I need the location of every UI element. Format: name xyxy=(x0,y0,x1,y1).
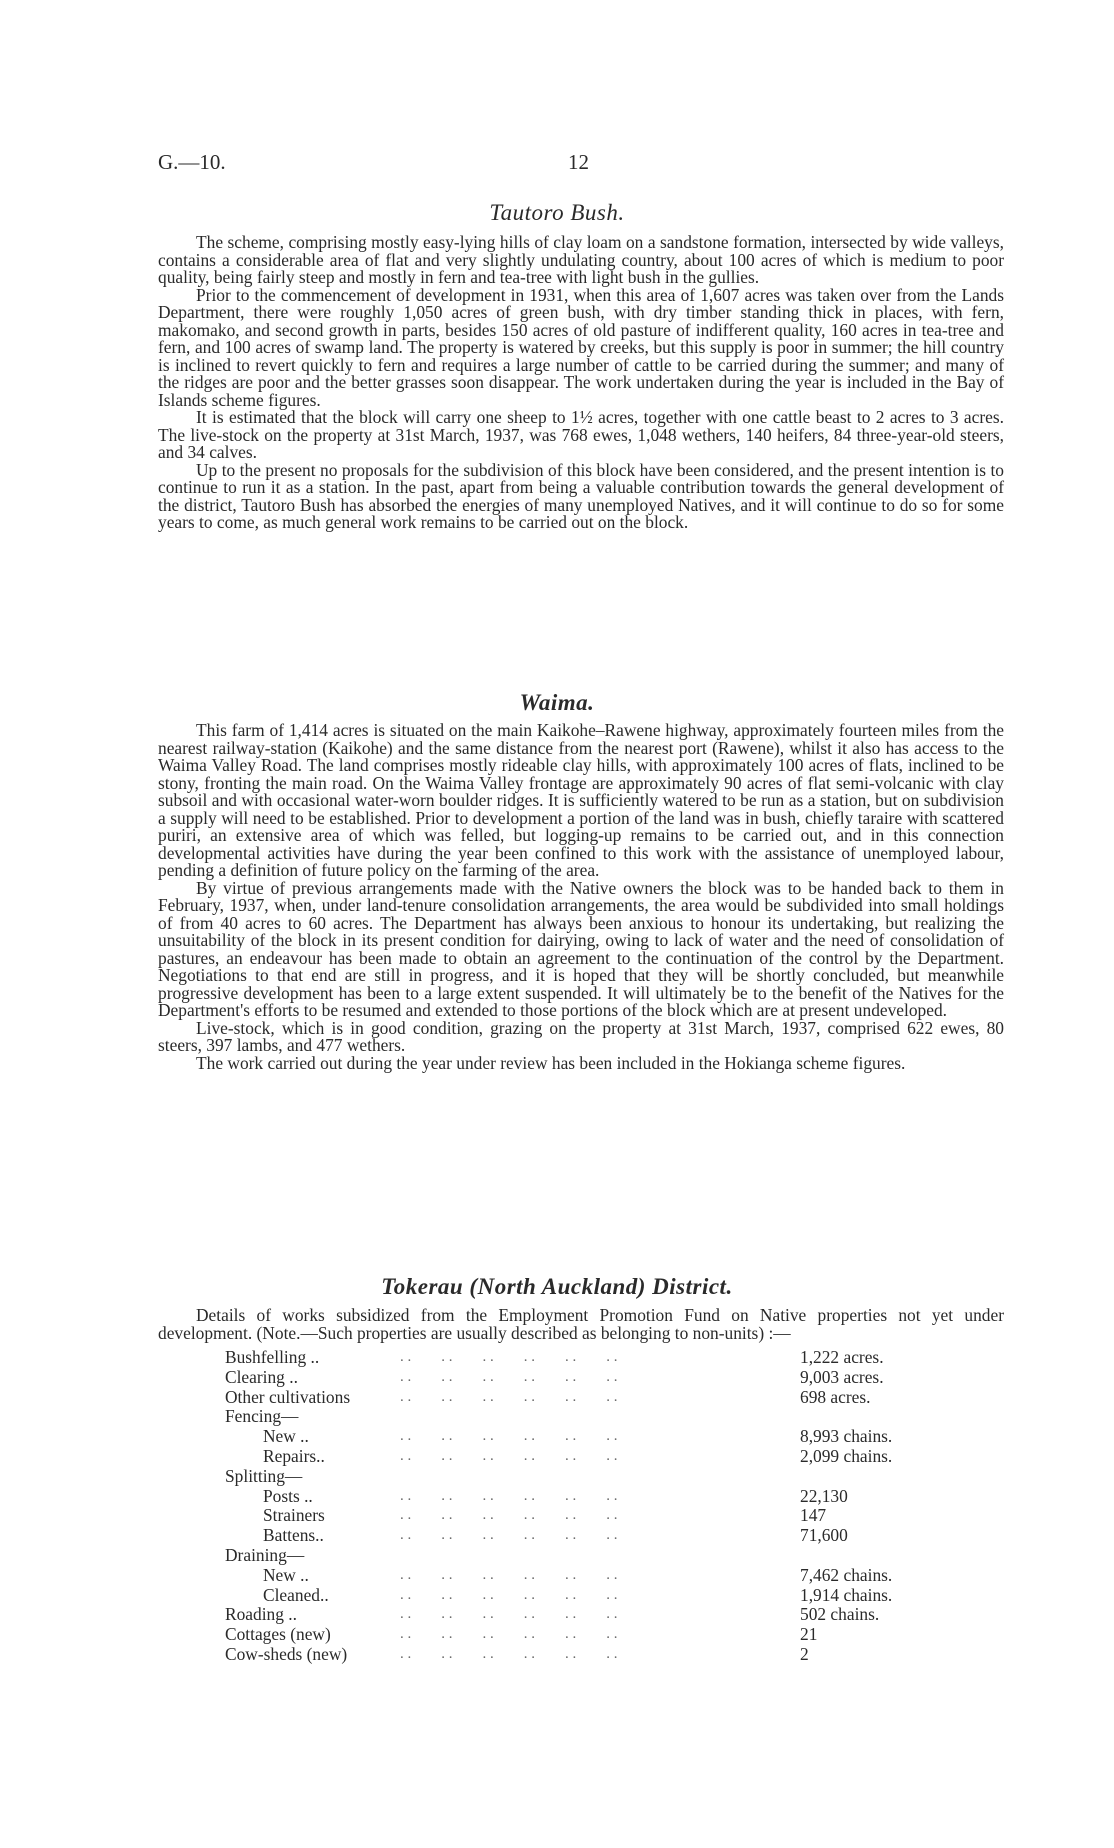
works-label: Repairs.. xyxy=(263,1445,325,1466)
works-label: Other cultivations xyxy=(225,1386,351,1407)
works-value: 502 chains. xyxy=(800,1604,880,1625)
page-number: 12 xyxy=(568,150,589,174)
section-title-tautoro: Tautoro Bush. xyxy=(489,200,625,225)
section-body-waima xyxy=(158,722,1004,1072)
works-row xyxy=(225,1605,925,1625)
works-label: New .. xyxy=(263,1564,309,1585)
works-value: 2 xyxy=(800,1643,809,1664)
leader-dots: . . . . . . . . . . . . xyxy=(400,1428,618,1445)
works-label: Roading .. xyxy=(225,1604,297,1625)
paragraph: The scheme, comprising mostly easy-lying hills of clay loam on a sandstone formation, intersected by wide valleys, contains a considerable area of flat and very slightly undulating country, about 100 acres of which is medium to poor quality, being fairly steep and mostly in fern and tea-tree with light bush in the gullies. xyxy=(158,232,1004,287)
works-label: Bushfelling .. xyxy=(225,1347,320,1367)
works-row xyxy=(225,1427,925,1447)
works-row xyxy=(225,1487,925,1507)
works-label: Draining— xyxy=(225,1544,305,1565)
leader-dots: . . . . . . . . . . . . xyxy=(400,1527,618,1544)
works-value: 7,462 chains. xyxy=(800,1564,893,1585)
works-value: 22,130 xyxy=(800,1485,848,1506)
works-value: 698 acres. xyxy=(800,1386,871,1407)
page-header xyxy=(158,150,998,180)
works-value: 2,099 chains. xyxy=(800,1445,893,1466)
paragraph: Live-stock, which is in good condition, grazing on the property at 31st March, 1937, comprised 622 ewes, 80 steers, 397 lambs, and 477 wethers. xyxy=(158,1017,1004,1055)
paragraph: Details of works subsidized from the Employment Promotion Fund on Native properties not yet under development. (Note.—Such properties are usually described as belonging to non-units) :— xyxy=(158,1305,1004,1343)
works-row xyxy=(225,1566,925,1586)
works-value: 147 xyxy=(800,1505,827,1526)
paragraph: By virtue of previous arrangements made with the Native owners the block was to be handed back to them in February, 1937, when, under land-tenure consolidation arrangements, the area would be subdivided into small holdings of from 40 acres to 60 acres. The Department has always been anxious to honour its undertaking, but realizing the unsuitability of the block in its present condition for dairying, owing to lack of water and the need of consolidation of pastures, an endeavour has been made to obtain an agreement to the continuation of the control by the Department. Negotiations to that end are still in progress, and it is hoped that they will be shortly concluded, but meanwhile progressive development has been to a large extent suspended. It will ultimately be to the benefit of the Natives for the Department's efforts to be resumed and extended to those portions of the block which are at present undeveloped. xyxy=(158,877,1004,1020)
works-row xyxy=(225,1625,925,1645)
works-row xyxy=(225,1467,925,1487)
leader-dots: . . . . . . . . . . . . xyxy=(400,1368,618,1385)
works-row xyxy=(225,1546,925,1566)
works-row xyxy=(225,1348,925,1368)
works-label: New .. xyxy=(263,1426,309,1447)
paragraph: Prior to the commencement of development in 1931, when this area of 1,607 acres was taken over from the Lands Department, there were roughly 1,050 acres of green bush, with dry timber standing thick in places, with fern, makomako, and second growth in parts, besides 150 acres of old pasture of indifferent quality, 160 acres in tea-tree and fern, and 100 acres of swamp land. The property is watered by creeks, but this supply is poor in summer; the hill country is inclined to revert quickly to fern and requires a large number of cattle to be carried during the summer; and many of the ridges are poor and the better grasses soon disappear. The work undertaken during the year is included in the Bay of Islands scheme figures. xyxy=(158,284,1004,410)
section-intro-tokerau xyxy=(158,1307,1004,1342)
works-table xyxy=(225,1348,925,1665)
section-body-tautoro xyxy=(158,234,1004,532)
works-label: Splitting— xyxy=(225,1465,303,1486)
works-row xyxy=(225,1368,925,1388)
works-row xyxy=(225,1586,925,1606)
works-label: Cleaned.. xyxy=(263,1584,329,1605)
leader-dots: . . . . . . . . . . . . xyxy=(400,1606,618,1623)
leader-dots: . . . . . . . . . . . . xyxy=(400,1586,618,1603)
paragraph: This farm of 1,414 acres is situated on the main Kaikohe–Rawene highway, approximately fourteen miles from the nearest railway-station (Kaikohe) and the same distance from the nearest port (Rawene), whilst it also has access to the Waima Valley Road. The land comprises mostly rideable clay hills, with approximately 100 acres of flats, inclined to be stony, fronting the main road. On the Waima Valley frontage are approximately 90 acres of flat semi-volcanic with clay subsoil and with occasional water-worn boulder ridges. It is sufficiently watered to be run as a station, but on subdivision a supply will need to be established. Prior to development a portion of the land was in bush, chiefly taraire with scattered puriri, an extensive area of which was felled, but logging-up remains to be carried out, and in this connection developmental activities have during the year been confined to this work with the assistance of unemployed labour, pending a definition of future policy on the farming of the area. xyxy=(158,720,1004,880)
leader-dots: . . . . . . . . . . . . xyxy=(400,1447,618,1464)
leader-dots: . . . . . . . . . . . . xyxy=(400,1645,618,1662)
paragraph: Up to the present no proposals for the subdivision of this block have been considered, and the present intention is to continue to run it as a station. In the past, apart from being a valuable contribution towards the general development of the district, Tautoro Bush has absorbed the energies of many unemployed Natives, and it will continue to do so for some years to come, as much general work remains to be carried out on the block. xyxy=(158,459,1004,532)
works-label: Battens.. xyxy=(263,1525,324,1546)
works-label: Clearing .. xyxy=(225,1366,298,1387)
leader-dots: . . . . . . . . . . . . xyxy=(400,1349,618,1365)
works-row xyxy=(225,1388,925,1408)
leader-dots: . . . . . . . . . . . . xyxy=(400,1388,618,1405)
leader-dots: . . . . . . . . . . . . xyxy=(400,1566,618,1583)
works-row xyxy=(225,1407,925,1427)
works-value: 71,600 xyxy=(800,1525,848,1546)
works-label: Fencing— xyxy=(225,1406,299,1427)
works-value: 1,222 acres. xyxy=(800,1347,884,1367)
works-value: 8,993 chains. xyxy=(800,1426,893,1447)
works-row xyxy=(225,1645,925,1665)
works-value: 21 xyxy=(800,1624,818,1645)
works-row xyxy=(225,1506,925,1526)
works-label: Strainers xyxy=(263,1505,325,1526)
leader-dots: . . . . . . . . . . . . xyxy=(400,1487,618,1504)
works-label: Cottages (new) xyxy=(225,1624,331,1645)
leader-dots: . . . . . . . . . . . . xyxy=(400,1626,618,1643)
section-title-tokerau: Tokerau (North Auckland) District. xyxy=(381,1274,733,1299)
works-value: 9,003 acres. xyxy=(800,1366,884,1387)
works-row xyxy=(225,1447,925,1467)
works-row xyxy=(225,1526,925,1546)
works-value: 1,914 chains. xyxy=(800,1584,893,1605)
paragraph: The work carried out during the year under review has been included in the Hokianga scheme figures. xyxy=(196,1052,906,1073)
section-title-waima: Waima. xyxy=(519,690,595,715)
leader-dots: . . . . . . . . . . . . xyxy=(400,1507,618,1524)
works-label: Cow-sheds (new) xyxy=(225,1643,348,1664)
works-label: Posts .. xyxy=(263,1485,313,1506)
paragraph: It is estimated that the block will carry one sheep to 1½ acres, together with one cattle beast to 2 acres to 3 acres. The live-stock on the property at 31st March, 1937, was 768 ewes, 1,048 wethers, 140 heifers, 84 three-year-old steers, and 34 calves. xyxy=(158,407,1004,462)
document-reference: G.—10. xyxy=(158,150,226,174)
